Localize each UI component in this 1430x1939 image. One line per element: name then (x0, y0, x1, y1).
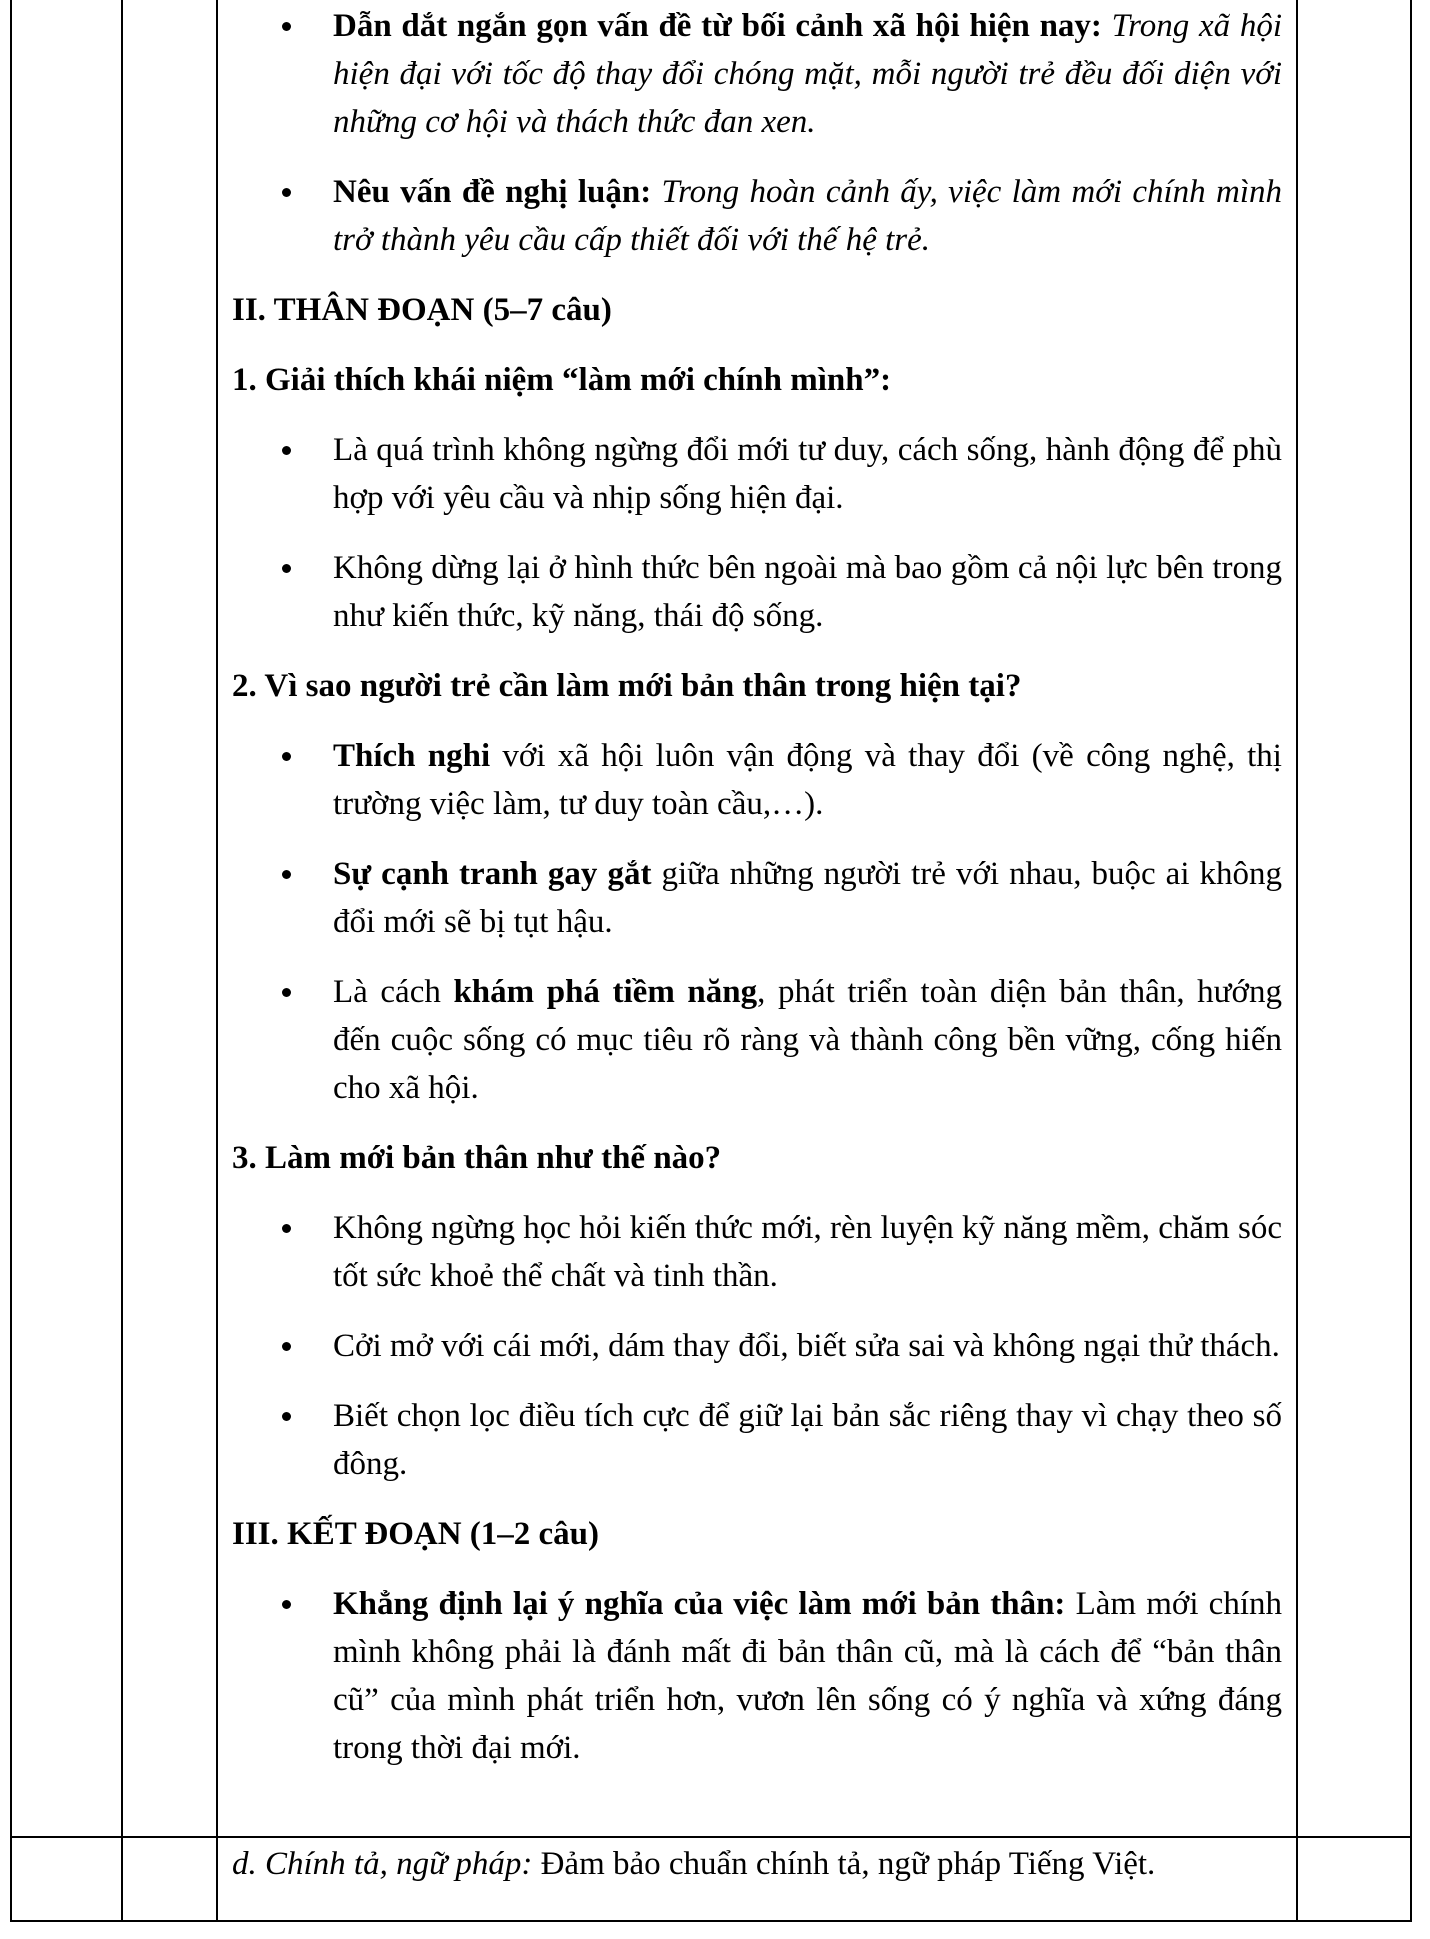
table-row-divider (10, 1836, 1412, 1838)
list-item: Sự cạnh tranh gay gắt giữa những người trẻ với nhau, buộc ai không đổi mới sẽ bị tụt hậu. (230, 850, 1282, 946)
list-item: Biết chọn lọc điều tích cực để giữ lại bản sắc riêng thay vì chạy theo số đông. (230, 1392, 1282, 1488)
bullet-icon (282, 446, 291, 455)
list-item: Không ngừng học hỏi kiến thức mới, rèn luyện kỹ năng mềm, chăm sóc tốt sức khoẻ thể chất và tinh thần. (230, 1204, 1282, 1300)
bullet-icon (282, 188, 291, 197)
intro-bullet-context: Dẫn dắt ngắn gọn vấn đề từ bối cảnh xã hội hiện nay: Trong xã hội hiện đại với tốc độ thay đổi chóng mặt, mỗi người trẻ đều đối diện với những cơ hội và thách thức đan xen. (230, 2, 1282, 146)
list-item: Là quá trình không ngừng đổi mới tư duy, cách sống, hành động để phù hợp với yêu cầu và nhịp sống hiện đại. (230, 426, 1282, 522)
bullet-icon (282, 988, 291, 997)
bullet-icon (282, 564, 291, 573)
conclusion-bullet: Khẳng định lại ý nghĩa của việc làm mới bản thân: Làm mới chính mình không phải là đánh mất đi bản thân cũ, mà là cách để “bản thân cũ” của mình phát triển hơn, vươn lên sống có ý nghĩa và xứng đáng trong thời đại mới. (230, 1580, 1282, 1772)
bullet-icon (282, 1600, 291, 1609)
list-item: Thích nghi với xã hội luôn vận động và thay đổi (về công nghệ, thị trường việc làm, tư duy toàn cầu,…). (230, 732, 1282, 828)
table-border-right (1410, 0, 1412, 1922)
subsection-title-methods: 3. Làm mới bản thân như thế nào? (232, 1140, 722, 1176)
bullet-icon (282, 1342, 291, 1351)
table-border-bottom (10, 1920, 1412, 1922)
bullet-icon (282, 1412, 291, 1421)
table-border-left (10, 0, 12, 1922)
spelling-grammar-criterion: d. Chính tả, ngữ pháp: Đảm bảo chuẩn chính tả, ngữ pháp Tiếng Việt. (232, 1846, 1156, 1882)
subsection-title-definition: 1. Giải thích khái niệm “làm mới chính mình”: (232, 362, 892, 398)
bullet-icon (282, 752, 291, 761)
table-border-col2 (216, 0, 218, 1922)
section-title-conclusion: III. KẾT ĐOẠN (1–2 câu) (232, 1516, 600, 1552)
list-item: Không dừng lại ở hình thức bên ngoài mà bao gồm cả nội lực bên trong như kiến thức, kỹ năng, thái độ sống. (230, 544, 1282, 640)
table-border-col1 (121, 0, 123, 1922)
list-item: Cởi mở với cái mới, dám thay đổi, biết sửa sai và không ngại thử thách. (230, 1322, 1282, 1370)
list-item: Là cách khám phá tiềm năng, phát triển toàn diện bản thân, hướng đến cuộc sống có mục tiêu rõ ràng và thành công bền vững, cống hiến cho xã hội. (230, 968, 1282, 1112)
bullet-icon (282, 870, 291, 879)
table-border-col3 (1296, 0, 1298, 1922)
outline-content (230, 0, 1282, 1794)
section-title-body: II. THÂN ĐOẠN (5–7 câu) (232, 292, 612, 328)
subsection-title-reasons: 2. Vì sao người trẻ cần làm mới bản thân trong hiện tại? (232, 668, 1022, 704)
bullet-icon (282, 1224, 291, 1233)
bullet-icon (282, 22, 291, 31)
intro-bullet-issue: Nêu vấn đề nghị luận: Trong hoàn cảnh ấy, việc làm mới chính mình trở thành yêu cầu cấp thiết đối với thế hệ trẻ. (230, 168, 1282, 264)
